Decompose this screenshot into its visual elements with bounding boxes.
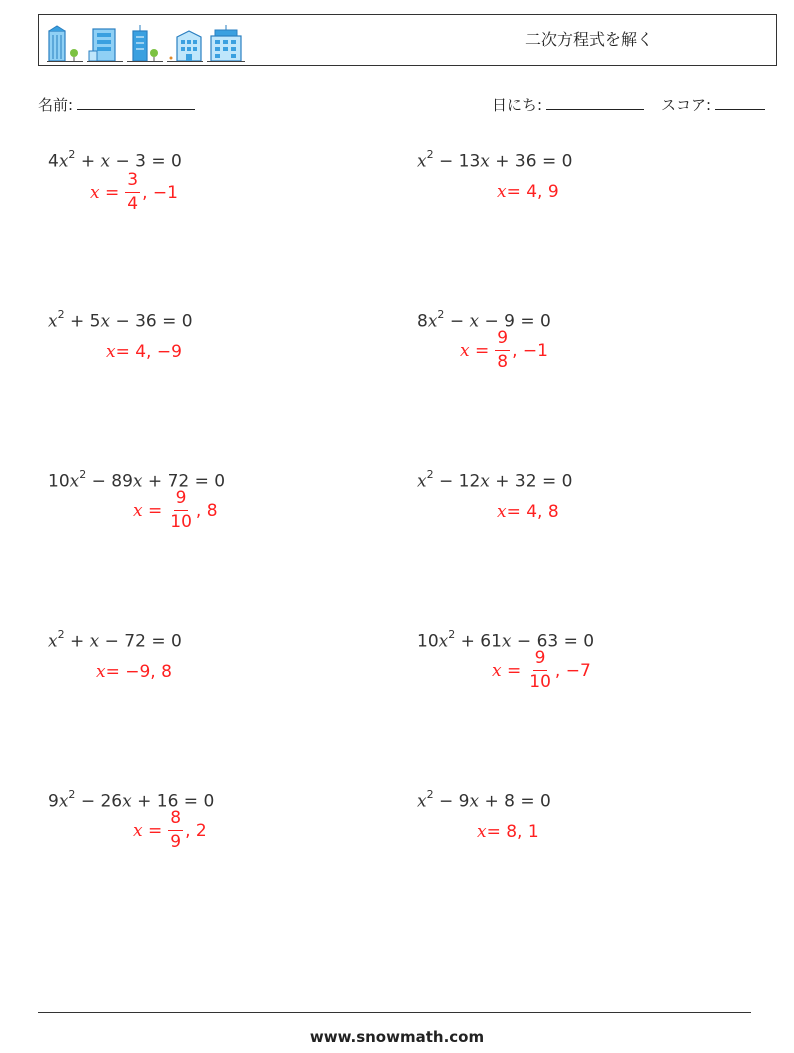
answer-values: = 4, −9 — [115, 342, 182, 362]
answer-var: x — [106, 342, 116, 362]
answer — [96, 662, 172, 682]
equation-term: − — [444, 311, 470, 332]
equation-exponent: 2 — [68, 148, 76, 161]
answer-fraction — [527, 650, 553, 691]
equation-var: x — [417, 151, 427, 172]
score-label: スコア: — [661, 96, 712, 114]
answer-values: = 4, 9 — [506, 182, 559, 202]
answer-var: x — [90, 182, 100, 203]
equation-tail: + 72 = 0 — [142, 471, 226, 492]
equation-tail: + 36 = 0 — [489, 151, 573, 172]
equation-tail: + 8 = 0 — [479, 791, 551, 812]
equation-term: + 61 — [455, 631, 502, 652]
equation-tail: − 36 = 0 — [110, 311, 193, 332]
answer-var: x — [497, 182, 507, 202]
building-icon — [207, 25, 245, 63]
equation-var: x — [469, 311, 480, 332]
answer-prefix — [90, 183, 119, 203]
equation — [417, 310, 551, 332]
answer — [106, 342, 182, 362]
answer-var: x — [133, 820, 143, 841]
equation-var: x — [69, 471, 80, 492]
fraction-denominator: 8 — [497, 352, 509, 372]
equation-var: x — [122, 791, 132, 812]
equation — [417, 790, 551, 812]
equation-var: x — [132, 471, 143, 492]
equation-var: x — [438, 631, 449, 652]
equation-var: x — [480, 471, 490, 492]
equation-exponent: 2 — [448, 628, 456, 641]
footer-url: www.snowmath.com — [309, 1028, 485, 1046]
equation-var: x — [469, 791, 480, 812]
answer-equals: = — [469, 340, 490, 361]
name-blank[interactable] — [77, 95, 195, 110]
equation-coef: 10 — [48, 471, 70, 492]
building-icon — [127, 25, 163, 63]
answer-prefix — [133, 821, 162, 841]
answer-var: x — [492, 660, 502, 681]
equation-exponent: 2 — [68, 788, 76, 801]
equation-var: x — [58, 791, 69, 812]
equation-term: − 9 — [433, 791, 470, 812]
equation-coef: 10 — [417, 631, 439, 652]
answer-rest: , −7 — [554, 660, 591, 681]
date-field — [492, 94, 644, 115]
score-blank[interactable] — [715, 95, 765, 110]
equation-coef: 9 — [48, 791, 59, 812]
header-box — [38, 14, 777, 66]
equation-exponent: 2 — [437, 308, 445, 321]
answer-prefix — [133, 501, 162, 521]
name-label: 名前: — [38, 96, 74, 114]
answer — [497, 502, 559, 522]
answer-values: = −9, 8 — [105, 662, 172, 682]
equation — [48, 310, 193, 332]
answer-values: = 8, 1 — [486, 822, 539, 842]
answer-rest: , −1 — [142, 182, 178, 203]
equation-term: − 12 — [433, 471, 481, 492]
equation — [417, 470, 572, 492]
equation-term: − 26 — [75, 791, 123, 812]
equation-term: − 13 — [433, 151, 481, 172]
fraction-denominator: 10 — [529, 672, 551, 692]
answer-var: x — [497, 502, 507, 522]
equation-var: x — [89, 631, 100, 652]
answer-fraction — [168, 810, 183, 851]
date-blank[interactable] — [546, 95, 644, 110]
fraction-denominator: 4 — [127, 194, 139, 214]
equation-term: + — [64, 631, 90, 652]
equation — [48, 630, 182, 652]
equation — [48, 150, 182, 172]
equation — [417, 150, 572, 172]
fraction-denominator: 10 — [170, 512, 192, 532]
equation-var: x — [480, 151, 490, 172]
equation-tail: − 3 = 0 — [110, 151, 182, 172]
equation-var: x — [417, 471, 427, 492]
equation-var: x — [58, 151, 69, 172]
equation-tail: − 72 = 0 — [99, 631, 182, 652]
answer-rest: , −1 — [512, 340, 548, 361]
building-icon — [167, 25, 203, 63]
answer-equals: = — [142, 500, 163, 521]
answer — [492, 650, 591, 691]
equation-tail: + 16 = 0 — [131, 791, 215, 812]
equation-coef: 8 — [417, 311, 428, 332]
logo-buildings — [47, 21, 245, 63]
answer — [133, 810, 207, 851]
equation-term: − 89 — [86, 471, 133, 492]
equation-var: x — [501, 631, 512, 652]
equation-tail: − 9 = 0 — [479, 311, 551, 332]
equation-var: x — [427, 311, 438, 332]
equation-tail: − 63 = 0 — [511, 631, 595, 652]
equation-exponent: 2 — [57, 308, 65, 321]
answer — [477, 822, 539, 842]
equation-exponent: 2 — [426, 788, 434, 801]
answer-rest: , 2 — [185, 820, 207, 841]
fraction-numerator: 9 — [533, 650, 548, 671]
equation-exponent: 2 — [426, 148, 434, 161]
fraction-numerator: 9 — [174, 490, 189, 511]
equation-coef: 4 — [48, 151, 59, 172]
fraction-numerator: 3 — [125, 172, 140, 193]
equation-tail: + 32 = 0 — [489, 471, 573, 492]
answer-fraction — [168, 490, 194, 531]
equation-var: x — [417, 791, 427, 812]
fraction-numerator: 9 — [495, 330, 510, 351]
answer-equals: = — [99, 182, 120, 203]
equation-term: + — [75, 151, 101, 172]
answer-fraction — [495, 330, 510, 371]
equation-var: x — [48, 311, 58, 332]
answer — [497, 182, 559, 202]
building-icon — [47, 25, 83, 63]
equation-term: + 5 — [64, 311, 101, 332]
equation-var: x — [100, 311, 111, 332]
equation-exponent: 2 — [57, 628, 65, 641]
equation-var: x — [100, 151, 111, 172]
answer-var: x — [96, 662, 106, 682]
answer — [460, 330, 548, 371]
answer-values: = 4, 8 — [506, 502, 559, 522]
footer-divider — [38, 1012, 751, 1013]
building-icon — [87, 25, 123, 63]
equation-var: x — [48, 631, 58, 652]
fraction-denominator: 9 — [170, 832, 182, 852]
equation — [417, 630, 594, 652]
answer-var: x — [477, 822, 487, 842]
answer-equals: = — [142, 820, 163, 841]
answer-fraction — [125, 172, 140, 213]
answer-var: x — [460, 340, 470, 361]
answer-rest: , 8 — [195, 500, 218, 521]
worksheet-title: 二次方程式を解く — [524, 30, 653, 49]
equation-exponent: 2 — [426, 468, 434, 481]
answer-var: x — [133, 500, 143, 521]
answer-prefix — [492, 661, 521, 681]
equation — [48, 790, 214, 812]
date-label: 日にち: — [492, 96, 543, 114]
score-field — [661, 94, 765, 115]
equation-exponent: 2 — [79, 468, 87, 481]
answer-prefix — [460, 341, 489, 361]
answer — [133, 490, 218, 531]
answer-equals: = — [501, 660, 522, 681]
name-field — [38, 94, 195, 115]
answer — [90, 172, 178, 213]
fraction-numerator: 8 — [168, 810, 183, 831]
equation — [48, 470, 225, 492]
